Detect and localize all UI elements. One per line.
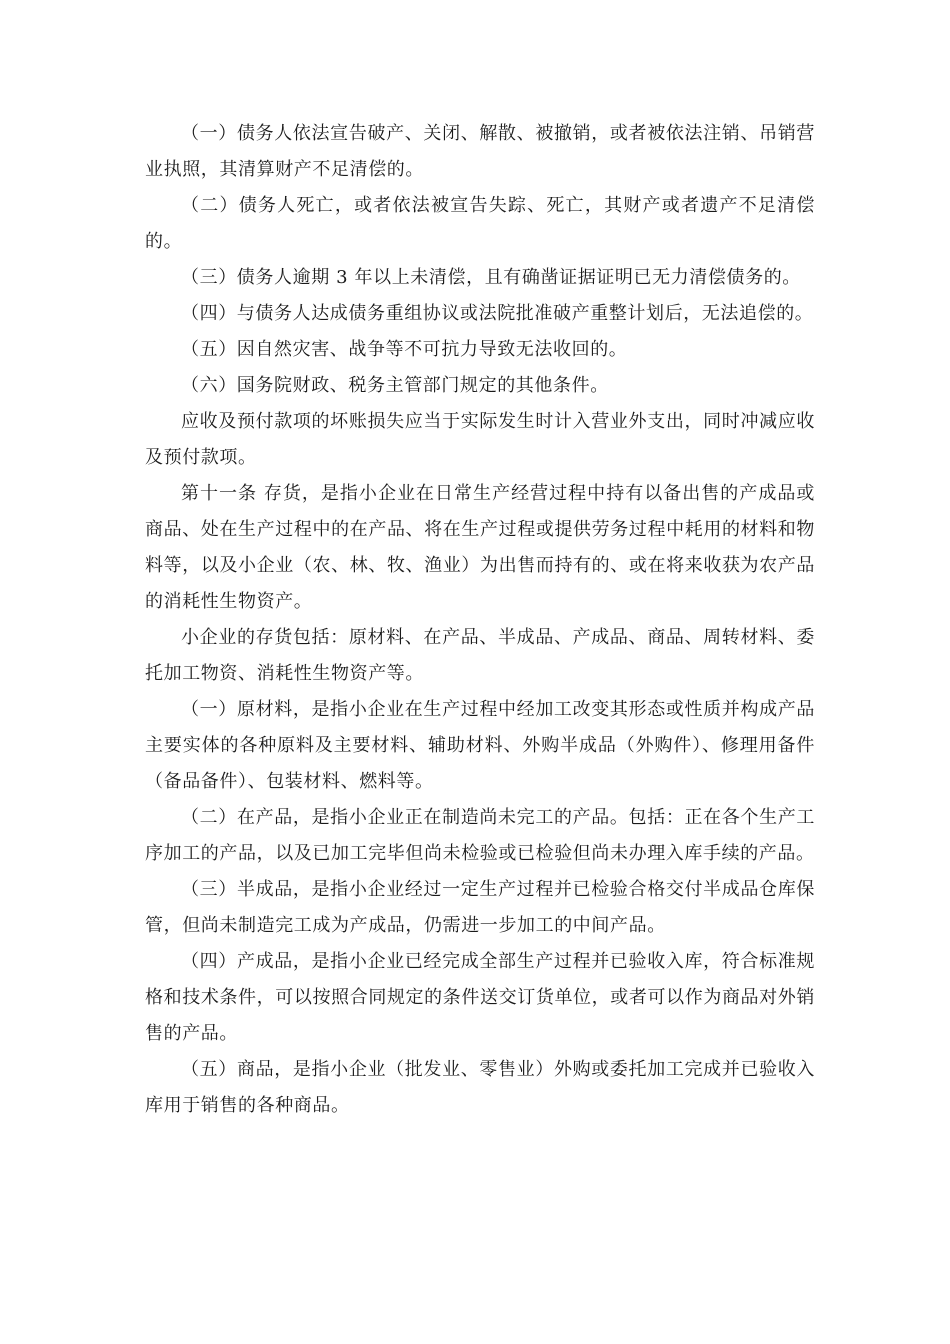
item-merchandise: （五）商品，是指小企业（批发业、零售业）外购或委托加工完成并已验收入库用于销售的各种商品。	[145, 1059, 815, 1116]
clause-force-majeure: （五）因自然灾害、战争等不可抗力导致无法收回的。	[181, 339, 628, 360]
clause-debtor-bankruptcy: （一）债务人依法宣告破产、关闭、解散、被撤销，或者被依法注销、吊销营业执照，其清算财产不足清偿的。	[145, 123, 815, 180]
item-finished-goods: （四）产成品，是指小企业已经完成全部生产过程并已验收入库，符合标准规格和技术条件，可以按照合同规定的条件送交订货单位，或者可以作为商品对外销售的产品。	[145, 951, 815, 1044]
paragraph-inventory-types: 小企业的存货包括：原材料、在产品、半成品、产成品、商品、周转材料、委托加工物资、消耗性生物资产等。	[145, 627, 815, 684]
paragraph-bad-debt-loss: 应收及预付款项的坏账损失应当于实际发生时计入营业外支出，同时冲减应收及预付款项。	[145, 411, 815, 468]
document-page	[145, 116, 815, 1124]
clause-debtor-death: （二）债务人死亡，或者依法被宣告失踪、死亡，其财产或者遗产不足清偿的。	[145, 195, 815, 252]
item-work-in-progress: （二）在产品，是指小企业正在制造尚未完工的产品。包括：正在各个生产工序加工的产品，以及已加工完毕但尚未检验或已检验但尚未办理入库手续的产品。	[145, 807, 815, 864]
item-semi-finished: （三）半成品，是指小企业经过一定生产过程并已检验合格交付半成品仓库保管，但尚未制造完工成为产成品，仍需进一步加工的中间产品。	[145, 879, 815, 936]
clause-other-conditions: （六）国务院财政、税务主管部门规定的其他条件。	[181, 375, 609, 396]
article-eleven-inventory: 第十一条 存货，是指小企业在日常生产经营过程中持有以备出售的产成品或商品、处在生产过程中的在产品、将在生产过程或提供劳务过程中耗用的材料和物料等，以及小企业（农、林、牧、渔业）为出售而持有的、或在将来收获为农产品的消耗性生物资产。	[145, 483, 815, 612]
clause-debt-restructuring: （四）与债务人达成债务重组协议或法院批准破产重整计划后，无法追偿的。	[181, 303, 814, 324]
clause-overdue-three-years: （三）债务人逾期 3 年以上未清偿，且有确凿证据证明已无力清偿债务的。	[181, 267, 801, 288]
item-raw-materials: （一）原材料，是指小企业在生产过程中经加工改变其形态或性质并构成产品主要实体的各种原料及主要材料、辅助材料、外购半成品（外购件）、修理用备件（备品备件）、包装材料、燃料等。	[145, 699, 815, 792]
